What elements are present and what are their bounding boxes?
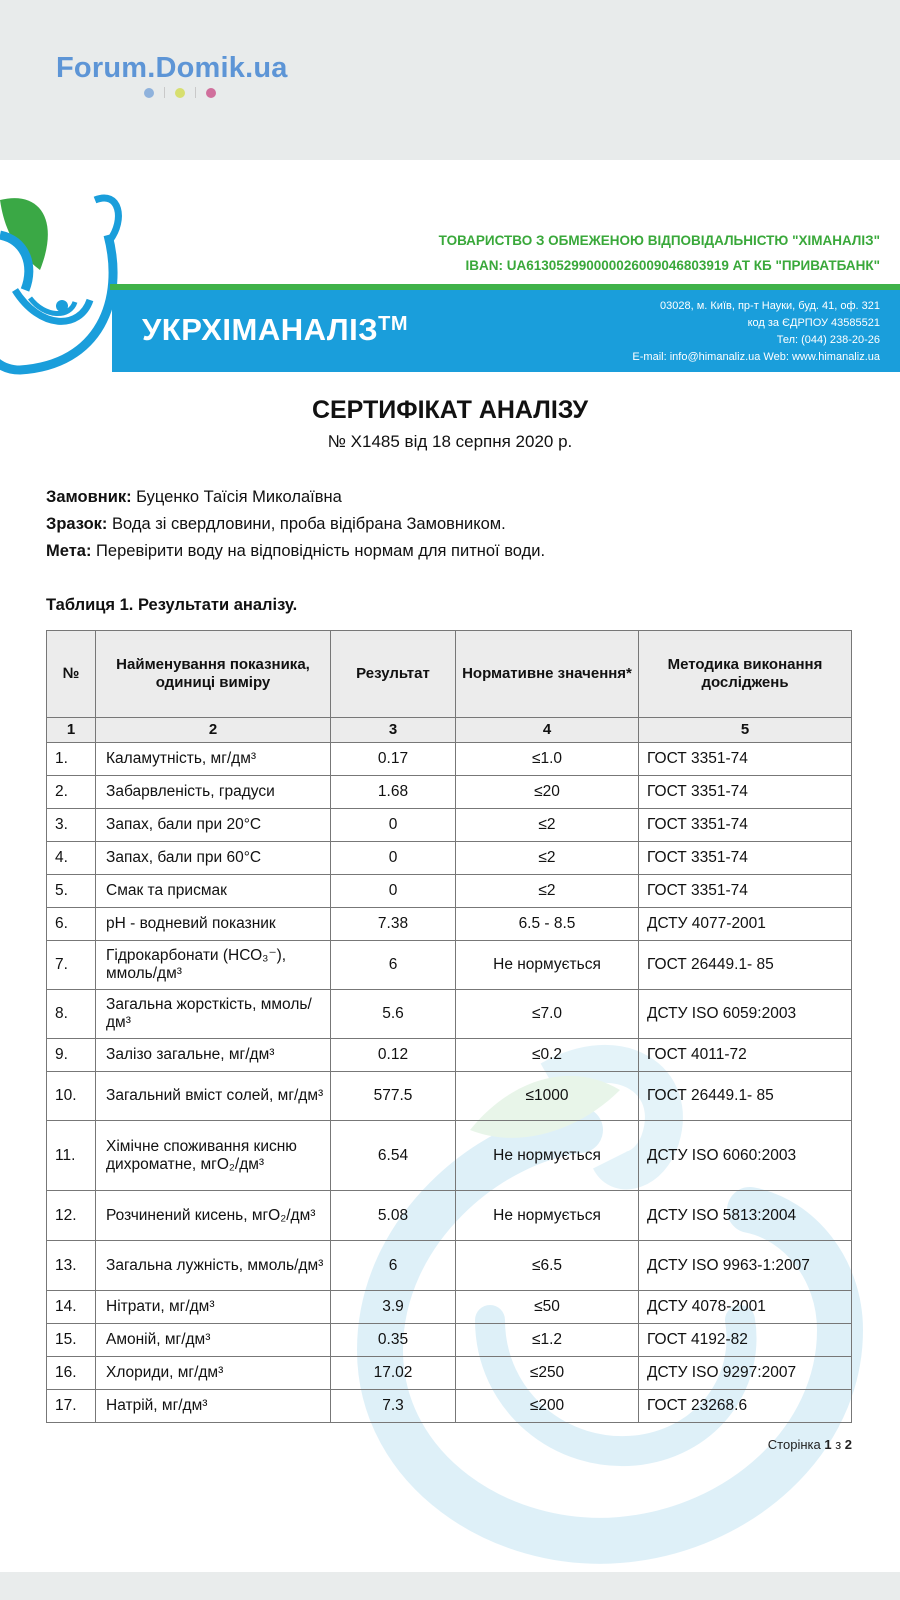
page-separator: з <box>831 1437 845 1452</box>
row-number: 11. <box>47 1121 96 1191</box>
indicator-name: Хімічне споживання кисню дихроматне, мгО₂/дм³ <box>96 1121 331 1191</box>
table-column-numbers <box>47 718 852 743</box>
row-number: 13. <box>47 1241 96 1291</box>
header-norm: Нормативне значення* <box>456 631 639 718</box>
indicator-name: Загальна лужність, ммоль/дм³ <box>96 1241 331 1291</box>
row-number: 15. <box>47 1324 96 1357</box>
norm-value: ≤1.2 <box>456 1324 639 1357</box>
norm-value: ≤2 <box>456 809 639 842</box>
brand-banner <box>112 290 900 372</box>
indicator-name: Хлориди, мг/дм³ <box>96 1357 331 1390</box>
indicator-name: Загальна жорсткість, ммоль/дм³ <box>96 990 331 1039</box>
logo-dot-pink <box>206 88 216 98</box>
method-value: ДСТУ ISO 6059:2003 <box>639 990 852 1039</box>
method-value: ГОСТ 26449.1- 85 <box>639 941 852 990</box>
row-number: 5. <box>47 875 96 908</box>
header-method: Методика виконання досліджень <box>639 631 852 718</box>
certificate-page <box>0 160 900 1572</box>
table-row <box>47 1191 852 1241</box>
forum-logo[interactable]: Forum.Domik.ua <box>56 52 288 84</box>
norm-value: Не нормується <box>456 1121 639 1191</box>
sample-line <box>46 511 545 538</box>
norm-value: ≤6.5 <box>456 1241 639 1291</box>
logo-dot-yellow <box>175 88 185 98</box>
norm-value: ≤50 <box>456 1291 639 1324</box>
method-value: ГОСТ 4011-72 <box>639 1039 852 1072</box>
goal-label: Мета: <box>46 542 92 560</box>
customer-line <box>46 484 545 511</box>
table-row <box>47 941 852 990</box>
norm-value: ≤20 <box>456 776 639 809</box>
indicator-name: Залізо загальне, мг/дм³ <box>96 1039 331 1072</box>
column-number: 1 <box>47 718 96 743</box>
logo-dot-blue <box>144 88 154 98</box>
norm-value: Не нормується <box>456 941 639 990</box>
page-total: 2 <box>844 1437 852 1452</box>
row-number: 2. <box>47 776 96 809</box>
table-header-row <box>47 631 852 718</box>
method-value: ГОСТ 3351-74 <box>639 842 852 875</box>
result-value: 7.38 <box>331 908 456 941</box>
bank-iban: IBAN: UA613052990000026009046803919 АТ КБ "ПРИВАТБАНК" <box>465 258 880 273</box>
method-value: ГОСТ 23268.6 <box>639 1390 852 1423</box>
method-value: ДСТУ 4077-2001 <box>639 908 852 941</box>
result-value: 6 <box>331 941 456 990</box>
results-table <box>46 630 852 1423</box>
method-value: ГОСТ 3351-74 <box>639 875 852 908</box>
document-number: № Х1485 від 18 серпня 2020 р. <box>327 432 573 451</box>
method-value: ДСТУ 4078-2001 <box>639 1291 852 1324</box>
method-value: ДСТУ ISO 9297:2007 <box>639 1357 852 1390</box>
norm-value: ≤2 <box>456 842 639 875</box>
table-body <box>47 743 852 1423</box>
sample-label: Зразок: <box>46 515 108 533</box>
forum-logo-dots <box>144 87 216 98</box>
company-address: 03028, м. Київ, пр-т Науки, буд. 41, оф. 321 <box>660 300 880 312</box>
method-value: ГОСТ 4192-82 <box>639 1324 852 1357</box>
norm-value: Не нормується <box>456 1191 639 1241</box>
table-row <box>47 1039 852 1072</box>
result-value: 0 <box>331 809 456 842</box>
result-value: 0 <box>331 842 456 875</box>
row-number: 9. <box>47 1039 96 1072</box>
table-row <box>47 875 852 908</box>
header-result: Результат <box>331 631 456 718</box>
table-row <box>47 1357 852 1390</box>
table-row <box>47 809 852 842</box>
norm-value: ≤0.2 <box>456 1039 639 1072</box>
company-email-web: E-mail: info@himanaliz.ua Web: www.himanaliz.ua <box>632 351 880 363</box>
indicator-name: Гідрокарбонати (НСО₃⁻), ммоль/дм³ <box>96 941 331 990</box>
norm-value: ≤2 <box>456 875 639 908</box>
table-row <box>47 1241 852 1291</box>
row-number: 1. <box>47 743 96 776</box>
result-value: 6.54 <box>331 1121 456 1191</box>
result-value: 1.68 <box>331 776 456 809</box>
company-name: ТОВАРИСТВО З ОБМЕЖЕНОЮ ВІДПОВІДАЛЬНІСТЮ "ХІМАНАЛІЗ" <box>438 233 880 248</box>
customer-label: Замовник: <box>46 488 132 506</box>
page-bottom-strip <box>0 1572 900 1600</box>
customer-value: Буценко Таїсія Миколаївна <box>131 488 342 506</box>
method-value: ДСТУ ISO 6060:2003 <box>639 1121 852 1191</box>
row-number: 7. <box>47 941 96 990</box>
method-value: ДСТУ ISO 9963-1:2007 <box>639 1241 852 1291</box>
result-value: 6 <box>331 1241 456 1291</box>
table-row <box>47 1291 852 1324</box>
row-number: 8. <box>47 990 96 1039</box>
sample-info <box>46 484 545 565</box>
indicator-name: Нітрати, мг/дм³ <box>96 1291 331 1324</box>
column-number: 5 <box>639 718 852 743</box>
column-number: 2 <box>96 718 331 743</box>
norm-value: 6.5 - 8.5 <box>456 908 639 941</box>
row-number: 3. <box>47 809 96 842</box>
logo-divider <box>195 87 196 98</box>
header-number: № <box>47 631 96 718</box>
page-current: 1 <box>824 1437 832 1452</box>
row-number: 6. <box>47 908 96 941</box>
logo-divider <box>164 87 165 98</box>
norm-value: ≤1.0 <box>456 743 639 776</box>
norm-value: ≤200 <box>456 1390 639 1423</box>
method-value: ДСТУ ISO 5813:2004 <box>639 1191 852 1241</box>
table-row <box>47 908 852 941</box>
page-number <box>768 1437 852 1452</box>
norm-value: ≤1000 <box>456 1072 639 1121</box>
result-value: 5.6 <box>331 990 456 1039</box>
trademark-mark: TM <box>378 313 409 335</box>
method-value: ГОСТ 3351-74 <box>639 743 852 776</box>
goal-line <box>46 538 545 565</box>
norm-value: ≤7.0 <box>456 990 639 1039</box>
result-value: 3.9 <box>331 1291 456 1324</box>
indicator-name: Смак та присмак <box>96 875 331 908</box>
column-number: 4 <box>456 718 639 743</box>
row-number: 10. <box>47 1072 96 1121</box>
brand-text: УКРХІМАНАЛІЗ <box>142 312 379 347</box>
result-value: 0.17 <box>331 743 456 776</box>
row-number: 12. <box>47 1191 96 1241</box>
header-indicator: Найменування показника, одиниці виміру <box>96 631 331 718</box>
goal-value: Перевірити воду на відповідність нормам для питної води. <box>91 542 546 560</box>
result-value: 17.02 <box>331 1357 456 1390</box>
row-number: 16. <box>47 1357 96 1390</box>
page-label: Сторінка <box>767 1437 825 1452</box>
result-value: 7.3 <box>331 1390 456 1423</box>
result-value: 5.08 <box>331 1191 456 1241</box>
row-number: 4. <box>47 842 96 875</box>
table-row <box>47 1324 852 1357</box>
company-phone: Тел: (044) 238-20-26 <box>776 334 880 346</box>
company-edrpou: код за ЄДРПОУ 43585521 <box>747 317 880 329</box>
indicator-name: Запах, бали при 20°С <box>96 809 331 842</box>
table-row <box>47 990 852 1039</box>
brand-name <box>142 312 408 348</box>
indicator-name: рН - водневий показник <box>96 908 331 941</box>
row-number: 14. <box>47 1291 96 1324</box>
indicator-name: Запах, бали при 60°С <box>96 842 331 875</box>
method-value: ГОСТ 3351-74 <box>639 809 852 842</box>
indicator-name: Амоній, мг/дм³ <box>96 1324 331 1357</box>
forum-header <box>0 0 900 160</box>
table-caption: Таблиця 1. Результати аналізу. <box>46 596 298 614</box>
column-number: 3 <box>331 718 456 743</box>
result-value: 577.5 <box>331 1072 456 1121</box>
result-value: 0.35 <box>331 1324 456 1357</box>
indicator-name: Натрій, мг/дм³ <box>96 1390 331 1423</box>
result-value: 0 <box>331 875 456 908</box>
table-row <box>47 776 852 809</box>
table-row <box>47 1072 852 1121</box>
indicator-name: Загальний вміст солей, мг/дм³ <box>96 1072 331 1121</box>
document-title: СЕРТИФІКАТ АНАЛІЗУ <box>311 396 589 424</box>
method-value: ГОСТ 3351-74 <box>639 776 852 809</box>
result-value: 0.12 <box>331 1039 456 1072</box>
indicator-name: Забарвленість, градуси <box>96 776 331 809</box>
company-contacts <box>632 298 880 366</box>
indicator-name: Розчинений кисень, мгО₂/дм³ <box>96 1191 331 1241</box>
method-value: ГОСТ 26449.1- 85 <box>639 1072 852 1121</box>
table-row <box>47 1390 852 1423</box>
indicator-name: Каламутність, мг/дм³ <box>96 743 331 776</box>
norm-value: ≤250 <box>456 1357 639 1390</box>
table-row <box>47 842 852 875</box>
table-row <box>47 743 852 776</box>
sample-value: Вода зі свердловини, проба відібрана Замовником. <box>107 515 506 533</box>
row-number: 17. <box>47 1390 96 1423</box>
table-row <box>47 1121 852 1191</box>
